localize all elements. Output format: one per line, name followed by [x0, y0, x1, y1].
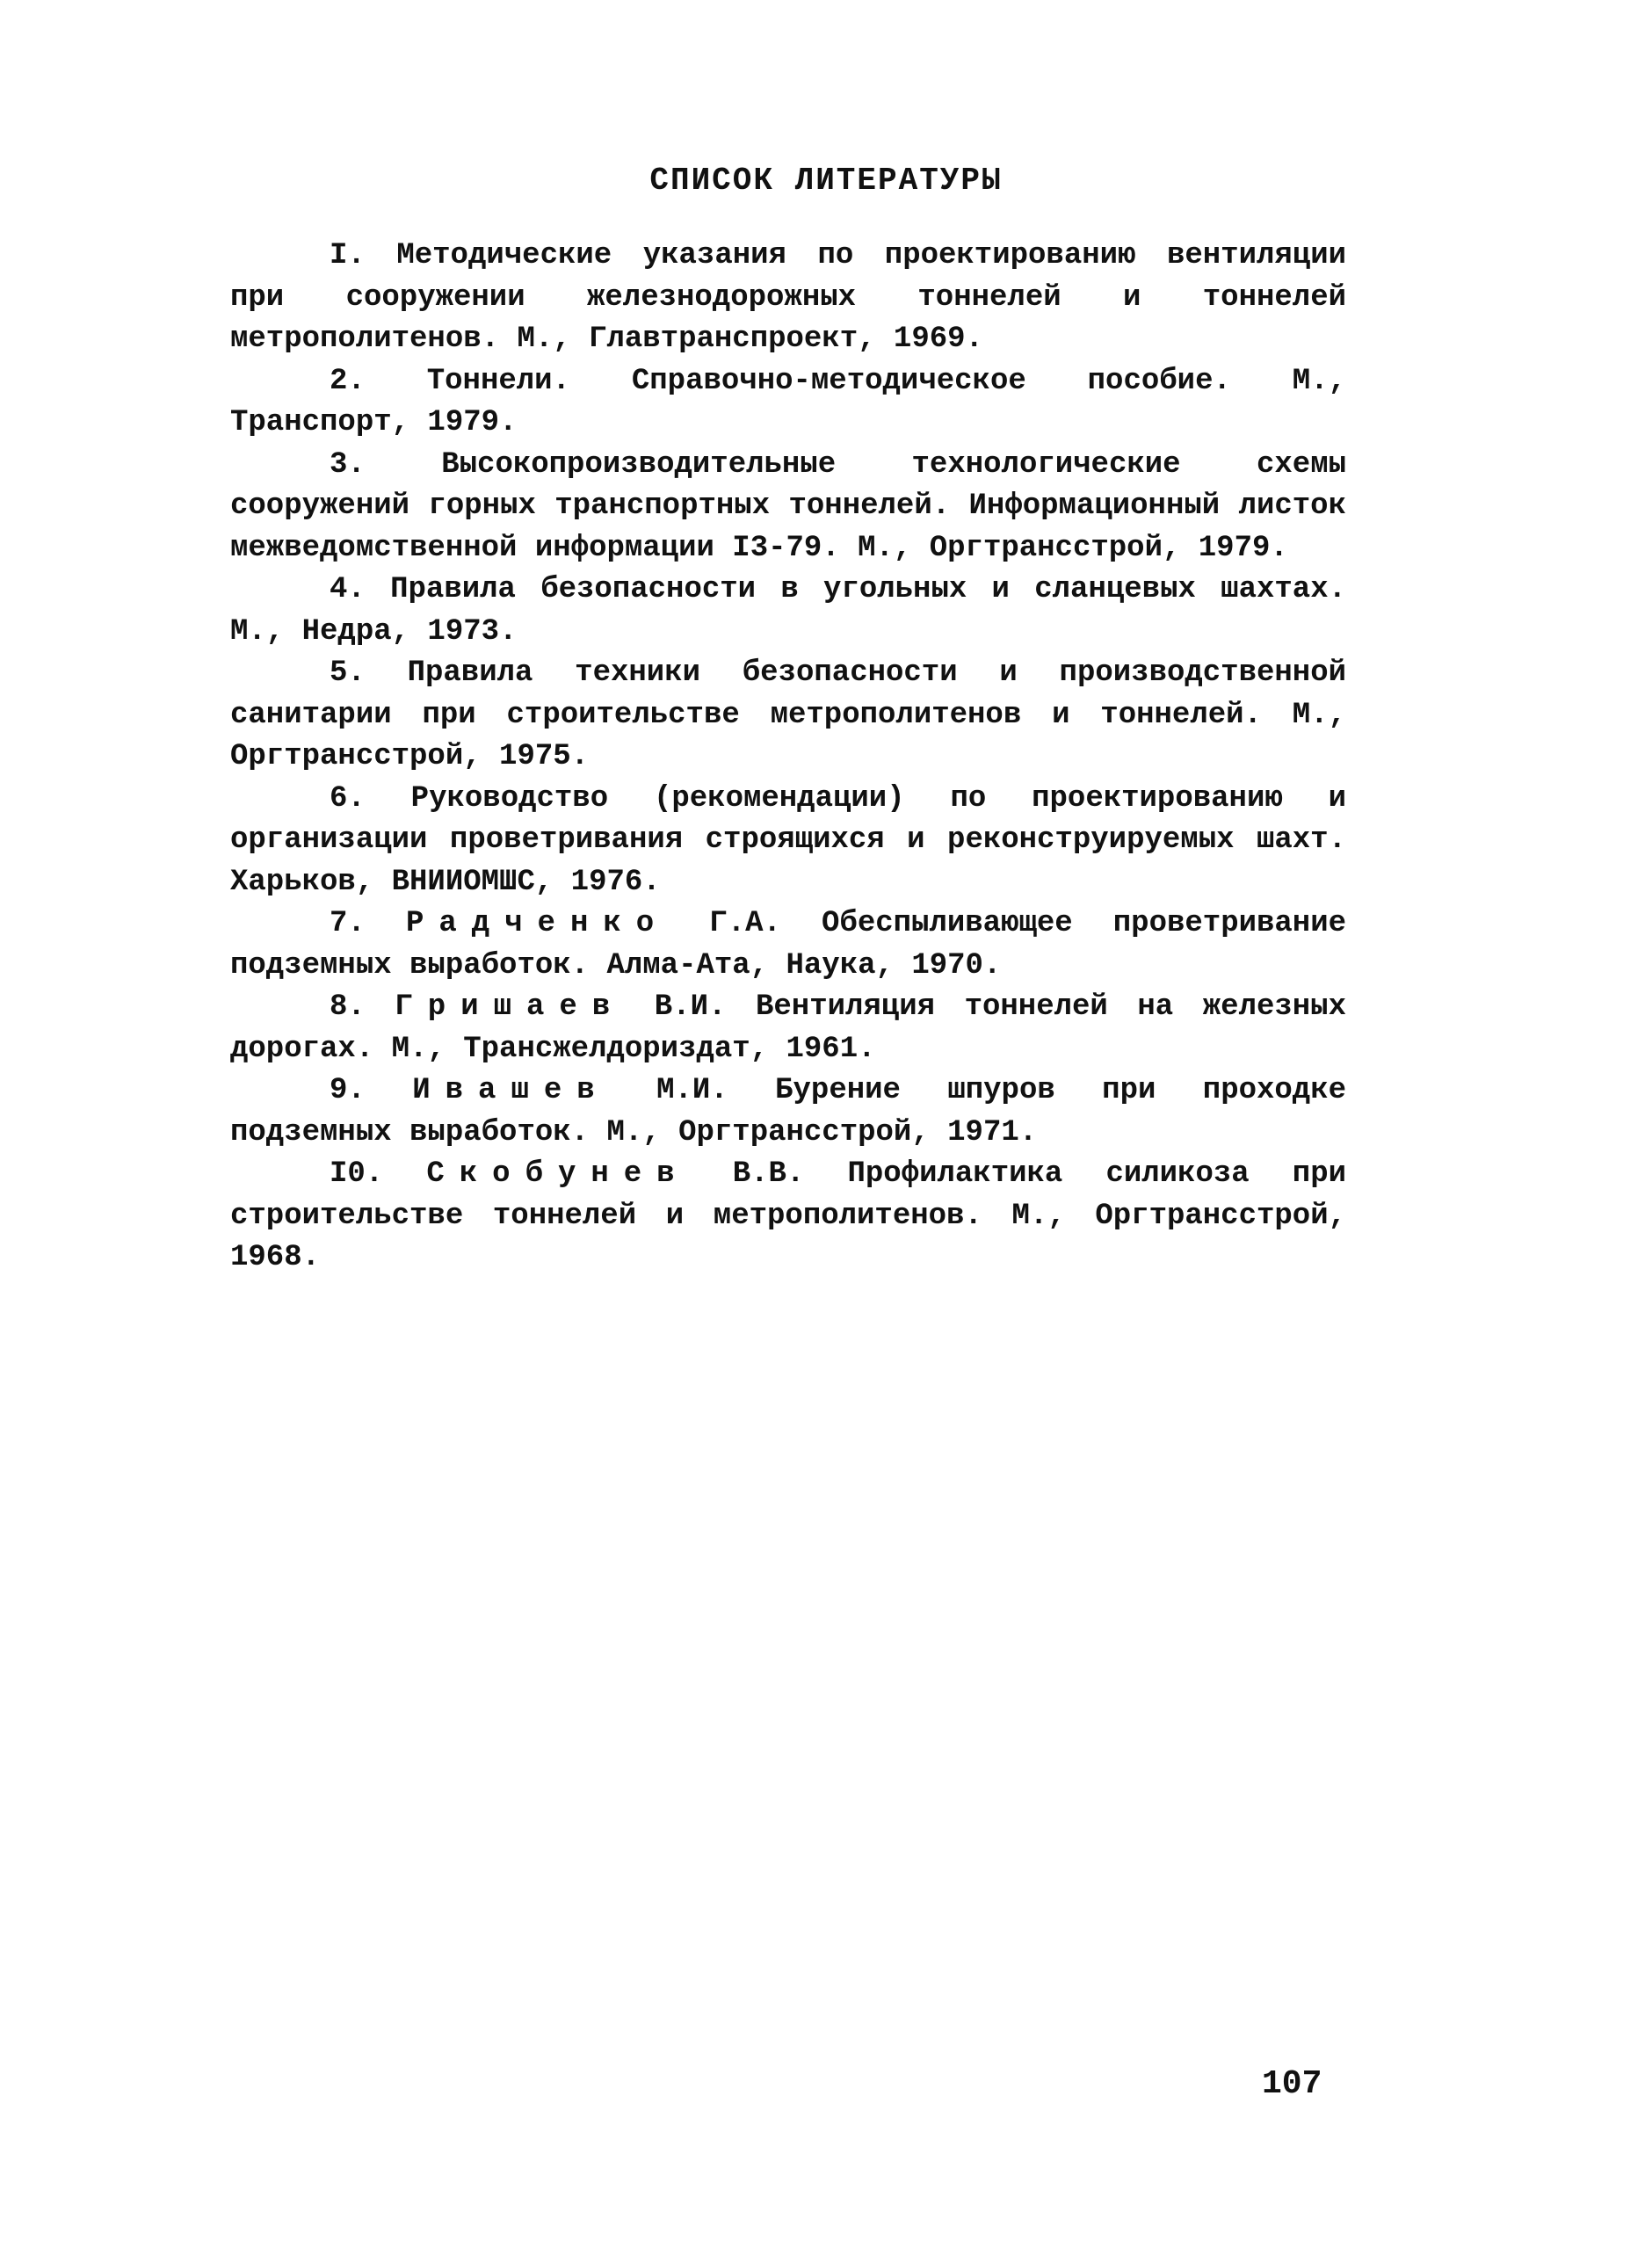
reference-text: М.И. Бурение шпуров при проходке подземных выработок. М., Оргтрансстрой, 1971.: [230, 1074, 1347, 1149]
reference-item: [230, 361, 1346, 445]
reference-text: В.В. Профилактика силикоза при строительстве тоннелей и метрополитенов. М., Оргтрансстрой, 1968.: [230, 1157, 1347, 1274]
reference-item: [230, 236, 1346, 361]
reference-item: [230, 445, 1346, 570]
reference-number: 9.: [330, 1074, 366, 1107]
reference-item: [230, 653, 1346, 779]
reference-author: Радченко: [405, 907, 670, 940]
reference-text: Методические указания по проектированию вентиляции при сооружении железнодорожных тоннелей и тоннелей метрополитенов. М., Главтранспроект, 1969.: [230, 239, 1346, 356]
reference-text: Руководство (рекомендации) по проектированию и организации проветривания строящихся и реконструируемых шахт. Харьков, ВНИИОМШС, 1976.: [230, 781, 1346, 899]
reference-number: 5.: [330, 656, 366, 690]
reference-text: Тоннели. Справочно-методическое пособие. М., Транспорт, 1979.: [230, 364, 1347, 439]
reference-text: Г.А. Обеспыливающее проветривание подземных выработок. Алма-Ата, Наука, 1970.: [230, 907, 1347, 983]
reference-number: I.: [330, 239, 366, 272]
reference-number: I0.: [330, 1157, 384, 1191]
reference-item: [230, 903, 1346, 987]
page-title: СПИСОК ЛИТЕРАТУРЫ: [649, 163, 1003, 199]
reference-author: Гришаев: [395, 990, 626, 1024]
reference-item: [230, 779, 1346, 904]
reference-number: 3.: [330, 447, 366, 482]
page-number: 107: [1262, 2065, 1322, 2103]
reference-list: [230, 236, 1346, 1280]
reference-number: 2.: [330, 364, 366, 398]
reference-item: [230, 1070, 1346, 1154]
reference-item: [230, 987, 1346, 1070]
reference-number: 7.: [330, 907, 366, 940]
reference-author: Ивашев: [412, 1074, 610, 1107]
reference-text: Правила безопасности в угольных и сланцевых шахтах. М., Недра, 1973.: [230, 573, 1346, 649]
reference-item: [230, 1154, 1346, 1280]
reference-number: 6.: [330, 781, 366, 816]
reference-item: [230, 569, 1346, 653]
reference-author: Скобунев: [426, 1157, 690, 1191]
reference-text: Высокопроизводительные технологические схемы сооружений горных транспортных тоннелей. Информационный листок межведомственной информации I3-79. М., Оргтрансстрой, 1979.: [230, 447, 1347, 565]
reference-number: 4.: [330, 573, 366, 606]
reference-text: В.И. Вентиляция тоннелей на железных дорогах. М., Трансжелдориздат, 1961.: [230, 990, 1346, 1066]
reference-text: Правила техники безопасности и производственной санитарии при строительстве метрополитенов и тоннелей. М., Оргтрансстрой, 1975.: [230, 656, 1346, 773]
reference-number: 8.: [330, 990, 366, 1024]
